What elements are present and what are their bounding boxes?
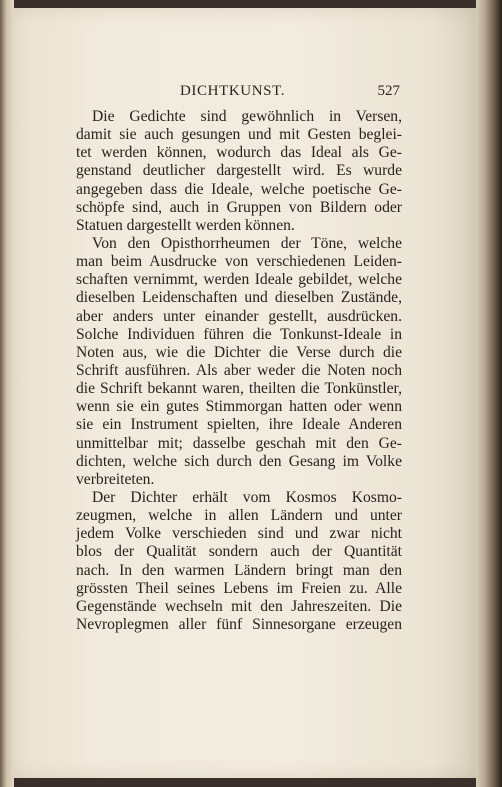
text-line-content: Solche Individuen führen die Tonkunst-Ideale in [76,325,402,343]
text-line-content: Die Gedichte sind gewöhnlich in Versen, [92,108,402,125]
text-line [76,471,402,489]
text-line-content: grössten Theil seines Lebens im Freien zu. Alle [76,579,402,597]
text-line-content: die Schrift bekannt waren, theilten die Tonkünstler, [76,380,402,398]
text-line-content: dichten, welche sich durch den Gesang im Volke [76,452,402,470]
text-line [76,598,402,616]
text-line [76,435,402,453]
book-page [12,8,478,778]
text-line-content: Gegenstände wechseln mit den Jahreszeiten. Die [76,597,402,615]
text-line-content: genstand deutlicher dargestellt wird. Es wurde [76,162,402,180]
text-line [76,217,402,235]
text-line-content: Schrift ausführen. Als aber weder die Noten noch [76,361,402,379]
text-line [76,362,402,380]
text-line-content: aber anders unter einander gestellt, ausdrücken. [76,307,402,325]
text-line [76,144,402,162]
text-line [76,253,402,271]
text-line-content: dieselben Leidenschaften und dieselben Zustände, [76,289,402,307]
text-line [76,580,402,598]
text-line-content: jedem Volke verschieden sind und zwar nicht [76,525,402,543]
text-line [76,416,402,434]
text-line-content: blos der Qualität sondern auch der Quantität [76,543,402,561]
text-line-content: Von den Opisthorrheumen der Töne, welche [92,234,402,252]
text-line [76,181,402,199]
text-line [76,398,402,416]
text-line [76,616,402,634]
text-line [76,562,402,580]
text-line [76,543,402,561]
text-line [76,380,402,398]
text-line-content: nach. In den warmen Ländern bringt man den [76,561,402,579]
body-text [76,108,402,634]
text-line-content: unmittelbar mit; dasselbe geschah mit den Ge- [76,434,402,452]
text-line [76,126,402,144]
text-line-content: Der Dichter erhält vom Kosmos Kosmo- [92,488,402,506]
text-line-content: man beim Ausdrucke von verschiedenen Leiden- [76,253,402,271]
text-line [76,507,402,525]
page-edges [476,0,502,787]
text-line [76,289,402,307]
text-line [76,326,402,344]
text-line [76,199,402,217]
running-title: DICHTKUNST. [180,83,286,99]
text-line-content: damit sie auch gesungen und mit Gesten beglei- [76,126,402,144]
text-line-content: zeugmen, welche in allen Ländern und unter [76,507,402,525]
text-line [76,453,402,471]
text-line [76,108,402,126]
text-line [76,489,402,507]
running-header [80,83,400,105]
text-line-content: schaften vernimmt, werden Ideale gebildet, welche [76,271,402,289]
text-line [76,271,402,289]
text-line-content: Noten aus, wie die Dichter die Verse durch die [76,343,402,361]
text-line [76,235,402,253]
text-line [76,525,402,543]
text-line [76,162,402,180]
page-number: 527 [377,83,400,99]
text-line-content: angegeben dass die Ideale, welche poetische Ge- [76,180,402,198]
text-line-content: schöpfe sind, auch in Gruppen von Bildern oder [76,198,402,216]
text-line-content: wenn sie ein gutes Stimmorgan hatten oder wenn [76,398,402,416]
text-line-content: tet werden können, wodurch das Ideal als Ge- [76,144,402,162]
text-line-content: verbreiteten. [76,470,155,488]
text-line [76,308,402,326]
text-line-content: Nevroplegmen aller fünf Sinnesorgane erzeugen [76,615,402,633]
text-line-content: Statuen dargestellt werden können. [76,216,295,234]
text-line-content: sie ein Instrument spielten, ihre Ideale Anderen [76,416,402,434]
text-line [76,344,402,362]
